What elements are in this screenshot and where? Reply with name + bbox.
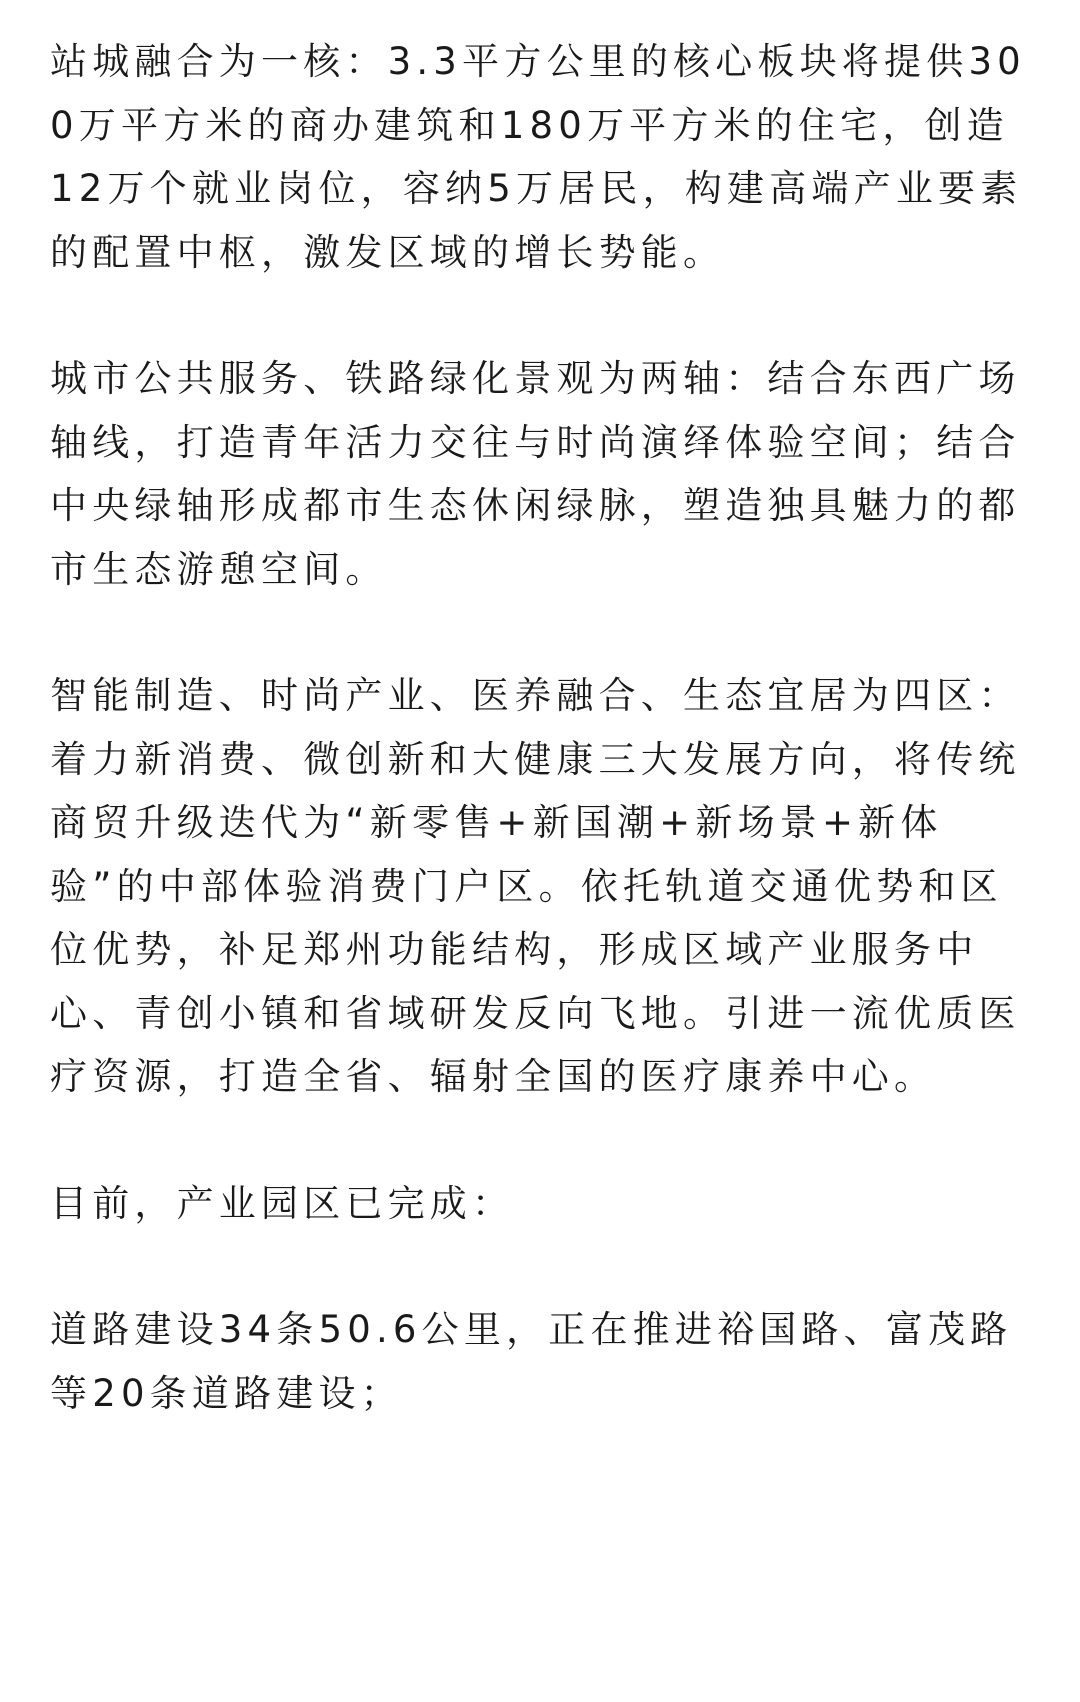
paragraph-road-construction: 道路建设34条50.6公里，正在推进裕国路、富茂路等20条道路建设； — [50, 1308, 1013, 1415]
paragraph-one-core: 站城融合为一核：3.3平方公里的核心板块将提供300万平方米的商办建筑和180万平方米的住宅，创造12万个就业岗位，容纳5万居民，构建高端产业要素的配置中枢，激发区域的增长势能。 — [50, 40, 1026, 274]
paragraph-progress-intro: 目前，产业园区已完成： — [50, 1181, 515, 1225]
article-body — [50, 30, 1030, 1488]
paragraph-two-axes: 城市公共服务、铁路绿化景观为两轴：结合东西广场轴线，打造青年活力交往与时尚演绎体验空间；结合中央绿轴形成都市生态休闲绿脉，塑造独具魅力的都市生态游憩空间。 — [50, 357, 1021, 591]
paragraph-four-zones: 智能制造、时尚产业、医养融合、生态宜居为四区：着力新消费、微创新和大健康三大发展方向，将传统商贸升级迭代为“新零售+新国潮+新场景+新体验”的中部体验消费门户区。依托轨道交通优势和区位优势，补足郑州功能结构，形成区域产业服务中心、青创小镇和省域研发反向飞地。引进一流优质医疗资源，打造全省、辐射全国的医疗康养中心。 — [50, 674, 1021, 1098]
